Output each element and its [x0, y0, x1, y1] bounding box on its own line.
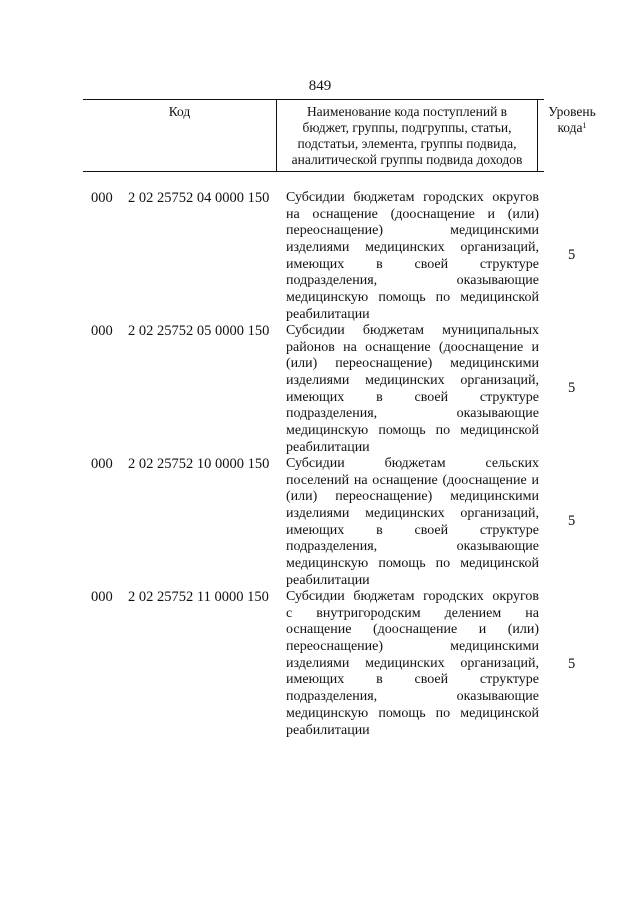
description-line: Субсидии бюджетам муниципальных	[286, 323, 539, 338]
admin-code: 000	[91, 456, 113, 472]
header-level-word: кода	[557, 120, 583, 135]
description-line: изделиями медицинских организаций,	[286, 655, 539, 671]
description-line: Субсидии бюджетам сельских	[286, 456, 539, 471]
revenue-description	[286, 190, 539, 324]
description-line: имеющих в своей структуре	[286, 522, 539, 538]
revenue-code: 2 02 25752 10 0000 150	[128, 456, 270, 472]
level-value: 5	[568, 247, 576, 263]
description-line: изделиями медицинских организаций,	[286, 506, 539, 522]
description-line: подразделения, оказывающие	[286, 406, 539, 422]
header-name-line: бюджет, группы, подгруппы, статьи,	[302, 120, 512, 135]
description-line: подразделения, оказывающие	[286, 273, 539, 289]
description-line: (или) переоснащение) медицинскими	[286, 356, 539, 372]
description-line: на оснащение (дооснащение и (или)	[286, 206, 539, 222]
description-line: медицинскую помощь по медицинской	[286, 556, 539, 572]
page-number: 849	[308, 78, 332, 94]
header-level-line: Уровень	[548, 104, 596, 119]
description-line: (или) переоснащение) медицинскими	[286, 489, 539, 505]
description-line: переоснащение) медицинскими	[286, 639, 539, 655]
revenue-description	[286, 456, 539, 590]
revenue-code: 2 02 25752 05 0000 150	[128, 323, 270, 339]
revenue-description	[286, 589, 539, 739]
description-line: районов на оснащение (дооснащение и	[286, 339, 539, 355]
level-value: 5	[568, 656, 576, 672]
description-line: Субсидии бюджетам городских округов	[286, 589, 539, 604]
description-line: реабилитации	[286, 572, 370, 588]
revenue-description	[286, 323, 539, 457]
description-line: медицинскую помощь по медицинской	[286, 290, 539, 306]
description-line: изделиями медицинских организаций,	[286, 373, 539, 389]
header-code: Код	[168, 104, 191, 119]
description-line: Субсидии бюджетам городских округов	[286, 190, 539, 205]
header-level	[538, 100, 606, 175]
description-line: изделиями медицинских организаций,	[286, 240, 539, 256]
description-line: имеющих в своей структуре	[286, 672, 539, 688]
table-header	[83, 99, 596, 172]
description-line: поселений на оснащение (дооснащение и	[286, 472, 539, 488]
header-name	[276, 100, 538, 171]
description-line: подразделения, оказывающие	[286, 689, 539, 705]
description-line: с внутригородским делением на	[286, 605, 539, 621]
description-line: имеющих в своей структуре	[286, 256, 539, 272]
level-value: 5	[568, 380, 576, 396]
revenue-code: 2 02 25752 11 0000 150	[128, 589, 269, 605]
header-name-line: подстатьи, элемента, группы подвида,	[297, 136, 517, 151]
level-value: 5	[568, 513, 576, 529]
description-line: медицинскую помощь по медицинской	[286, 705, 539, 721]
description-line: реабилитации	[286, 306, 370, 322]
header-name-line: Наименование кода поступлений в	[306, 104, 508, 119]
revenue-code: 2 02 25752 04 0000 150	[128, 190, 270, 206]
description-line: реабилитации	[286, 722, 370, 738]
admin-code: 000	[91, 589, 113, 605]
description-line: оснащение (дооснащение и (или)	[286, 622, 539, 638]
footnote-marker: 1	[582, 121, 587, 130]
header-name-line: аналитической группы подвида доходов	[291, 152, 523, 167]
admin-code: 000	[91, 323, 113, 339]
admin-code: 000	[91, 190, 113, 206]
description-line: медицинскую помощь по медицинской	[286, 423, 539, 439]
description-line: имеющих в своей структуре	[286, 389, 539, 405]
header-level-line	[538, 120, 606, 136]
description-line: подразделения, оказывающие	[286, 539, 539, 555]
description-line: переоснащение) медицинскими	[286, 223, 539, 239]
description-line: реабилитации	[286, 439, 370, 455]
